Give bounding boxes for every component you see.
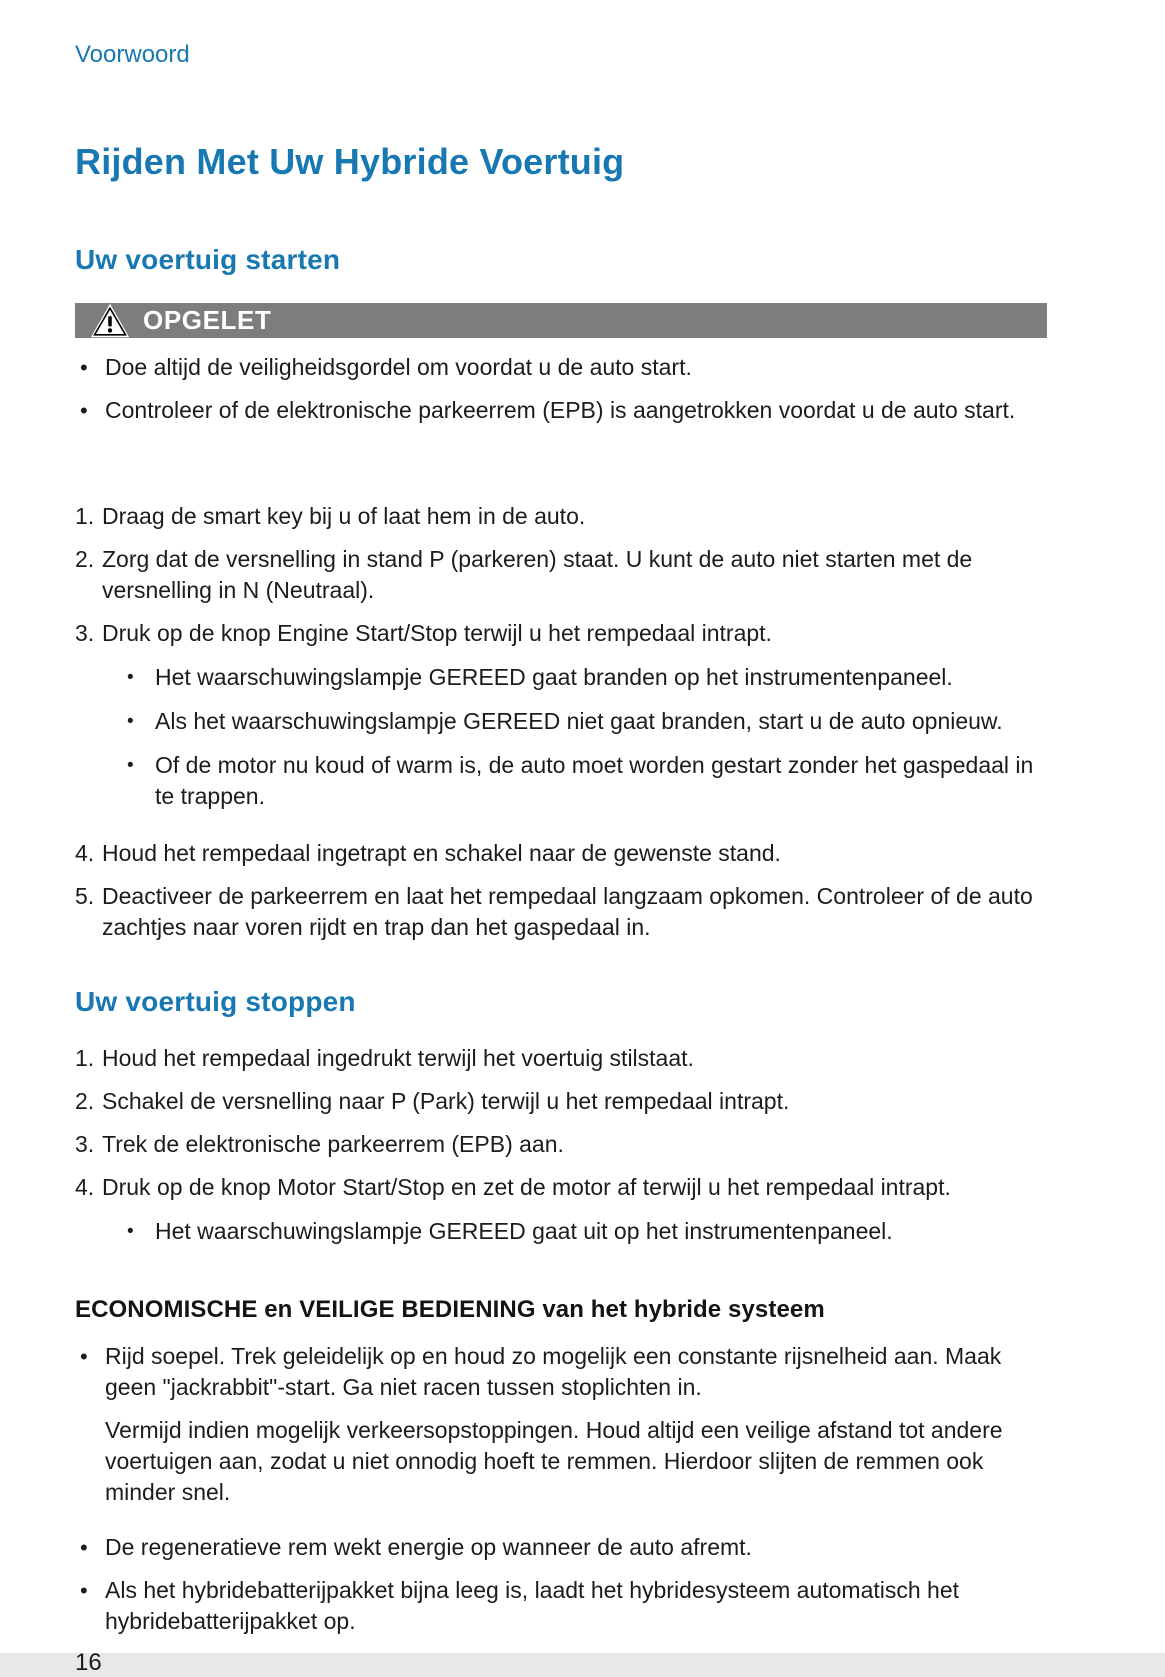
step-text: Deactiveer de parkeerrem en laat het rempedaal langzaam opkomen. Controleer of de auto zachtjes naar voren rijdt en trap dan het gaspedaal in. [102, 883, 1033, 940]
step-item [75, 1086, 1047, 1117]
page-number: 16 [75, 1649, 102, 1676]
step-number: 1. [75, 1045, 95, 1071]
step-text: Zorg dat de versnelling in stand P (parkeren) staat. U kunt de auto niet starten met de versnelling in N (Neutraal). [102, 546, 973, 603]
sub-bullet [124, 1216, 1047, 1247]
warning-triangle-icon [90, 303, 130, 338]
caution-item [75, 395, 1047, 426]
breadcrumb: Voorwoord [75, 41, 190, 68]
step-item [75, 1129, 1047, 1160]
eco-list [75, 1341, 1047, 1649]
step-item [75, 1043, 1047, 1074]
sub-bullet-text: • Het waarschuwingslampje GEREED gaat branden op het instrumentenpaneel. [155, 664, 953, 690]
step-number: 1. [75, 503, 95, 529]
caution-item-text: • Controleer of de elektronische parkeerrem (EPB) is aangetrokken voordat u de auto start. [105, 397, 1016, 423]
step-text: Houd het rempedaal ingetrapt en schakel naar de gewenste stand. [102, 840, 781, 866]
caution-label: OPGELET [143, 305, 272, 335]
step-number: 2. [75, 1088, 95, 1114]
section-heading-stop: Uw voertuig stoppen [75, 986, 356, 1017]
eco-bullet [75, 1575, 1047, 1637]
eco-bullet-text [105, 1341, 1047, 1520]
step-item [75, 838, 1047, 869]
sub-bullet-text: • Of de motor nu koud of warm is, de auto moet worden gestart zonder het gaspedaal in te trappen. [155, 752, 1034, 809]
step-text-main: Druk op de knop Engine Start/Stop terwijl u het rempedaal intrapt. [102, 620, 772, 646]
caution-item-text: • Doe altijd de veiligheidsgordel om voordat u de auto start. [105, 354, 692, 380]
step-text [102, 1172, 1047, 1247]
start-steps [75, 501, 1047, 955]
eco-bullet-text: • De regeneratieve rem wekt energie op wanneer de auto afremt. [105, 1534, 752, 1560]
step-text: Draag de smart key bij u of laat hem in de auto. [102, 503, 586, 529]
page-title: Rijden Met Uw Hybride Voertuig [75, 141, 625, 182]
step-item [75, 881, 1047, 943]
step-item [75, 618, 1047, 826]
step-number: 5. [75, 883, 95, 909]
step-number: 2. [75, 546, 95, 572]
step-text [102, 618, 1047, 826]
sub-bullet [124, 662, 1047, 693]
step-number: 3. [75, 1131, 95, 1157]
step-text-main: Druk op de knop Motor Start/Stop en zet de motor af terwijl u het rempedaal intrapt. [102, 1174, 951, 1200]
eco-bullet-text-main: Rijd soepel. Trek geleidelijk op en houd zo mogelijk een constante rijsnelheid aan. Maak geen "jackrabbit"-start. Ga niet racen tussen stoplichten in. [105, 1343, 1002, 1400]
sub-bullet [124, 706, 1047, 737]
step-text: Houd het rempedaal ingedrukt terwijl het voertuig stilstaat. [102, 1045, 694, 1071]
step-item [75, 501, 1047, 532]
caution-banner [75, 303, 1047, 338]
step-text: Trek de elektronische parkeerrem (EPB) aan. [102, 1131, 564, 1157]
sub-bullet-text: • Als het waarschuwingslampje GEREED niet gaat branden, start u de auto opnieuw. [155, 708, 1003, 734]
step-number: 4. [75, 840, 95, 866]
eco-heading: ECONOMISCHE en VEILIGE BEDIENING van het hybride systeem [75, 1296, 825, 1323]
section-heading-start: Uw voertuig starten [75, 244, 341, 275]
sub-bullet-list [124, 662, 1047, 812]
eco-bullet-continuation: Vermijd indien mogelijk verkeersopstoppingen. Houd altijd een veilige afstand tot andere voertuigen aan, zodat u niet onnodig hoeft te remmen. Hierdoor slijten de remmen ook minder snel. [105, 1417, 1003, 1505]
stop-steps [75, 1043, 1047, 1259]
sub-bullet-list [124, 1216, 1047, 1247]
step-text: Schakel de versnelling naar P (Park) terwijl u het rempedaal intrapt. [102, 1088, 790, 1114]
caution-list [75, 352, 1047, 438]
eco-bullet [75, 1532, 1047, 1563]
sub-bullet [124, 750, 1047, 812]
step-item [75, 1172, 1047, 1247]
eco-bullet-text: • Als het hybridebatterijpakket bijna leeg is, laadt het hybridesysteem automatisch het hybridebatterijpakket op. [105, 1577, 960, 1634]
step-item [75, 544, 1047, 606]
eco-bullet [75, 1341, 1047, 1520]
sub-bullet-text: • Het waarschuwingslampje GEREED gaat uit op het instrumentenpaneel. [155, 1218, 893, 1244]
step-number: 4. [75, 1174, 95, 1200]
caution-item [75, 352, 1047, 383]
step-number: 3. [75, 620, 95, 646]
